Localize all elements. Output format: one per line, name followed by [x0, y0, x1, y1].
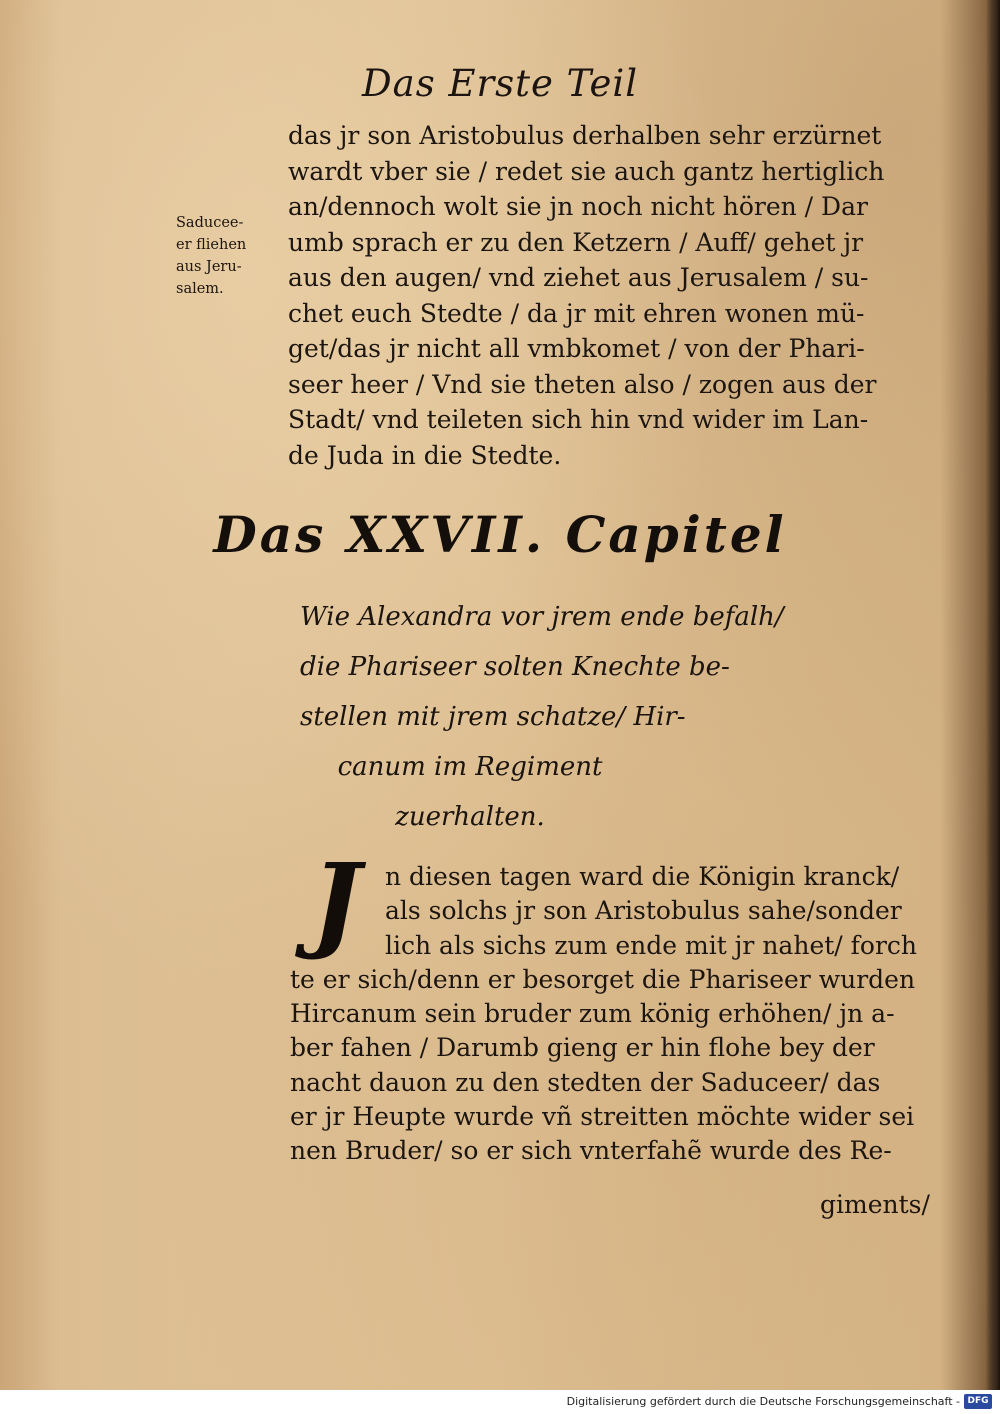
chapter-summary — [300, 592, 784, 842]
marginal-note-line: salem. — [176, 281, 224, 297]
text-line: nen Bruder/ so er sich vnterfahẽ wurde des Re- — [290, 1136, 892, 1166]
chapter-body-text — [290, 860, 970, 1169]
summary-line: stellen mit jrem schatze/ Hir- — [300, 702, 686, 732]
running-title: Das Erste Teil — [361, 62, 639, 105]
text-line: get/das jr nicht all vmbkomet / von der Phari- — [288, 334, 865, 363]
chapter-heading: Das XXVII. Capitel — [213, 505, 787, 564]
summary-line: zuerhalten. — [395, 802, 545, 832]
marginal-note-line: er fliehen — [176, 237, 247, 253]
body-text-top — [288, 118, 968, 473]
text-line: te er sich/denn er besorget die Phariseer wurden — [290, 964, 916, 994]
text-line: seer heer / Vnd sie theten also / zogen aus der — [288, 369, 877, 399]
catchword: giments/ — [820, 1190, 930, 1219]
text-line: umb sprach er zu den Ketzern / Auff/ gehet jr — [288, 227, 864, 257]
text-line: Stadt/ vnd teileten sich hin vnd wider im Lan- — [288, 405, 869, 434]
text-line: lich als sichs zum ende mit jr nahet/ forch — [385, 930, 918, 960]
drop-capital: J — [311, 840, 361, 963]
text-line: nacht dauon zu den stedten der Saduceer/ das — [290, 1067, 881, 1097]
text-line: als solchs jr son Aristobulus sahe/sonder — [385, 896, 902, 926]
page-edge-shadow — [986, 0, 1000, 1390]
marginal-note — [176, 212, 286, 300]
marginal-note-line: Saducee- — [176, 215, 244, 231]
text-line: ber fahen / Darumb gieng er hin flohe bey der — [290, 1033, 875, 1063]
text-line: aus den augen/ vnd ziehet aus Jerusalem / su- — [288, 263, 869, 292]
digitization-footer — [0, 1390, 1000, 1414]
summary-line: canum im Regiment — [337, 752, 603, 782]
funding-credit: Digitalisierung gefördert durch die Deutsche Forschungsgemeinschaft - — [566, 1395, 960, 1408]
text-line: an/dennoch wolt sie jn noch nicht hören / Dar — [288, 192, 868, 221]
marginal-note-line: aus Jeru- — [176, 259, 242, 275]
text-line: er jr Heupte wurde vñ streitten möchte wider sei — [290, 1102, 915, 1132]
summary-line: die Phariseer solten Knechte be- — [300, 652, 730, 682]
summary-line: Wie Alexandra vor jrem ende befalh/ — [300, 602, 784, 632]
text-line: de Juda in die Stedte. — [288, 440, 562, 470]
text-line: Hircanum sein bruder zum könig erhöhen/ jn a- — [290, 999, 895, 1029]
text-line: chet euch Stedte / da jr mit ehren wonen mü- — [288, 298, 865, 328]
dfg-logo-icon: DFG — [964, 1394, 992, 1409]
text-line: wardt vber sie / redet sie auch gantz hertiglich — [288, 156, 885, 186]
text-line: das jr son Aristobulus derhalben sehr erzürnet — [288, 121, 882, 150]
text-line: n diesen tagen ward die Königin kranck/ — [385, 862, 900, 891]
